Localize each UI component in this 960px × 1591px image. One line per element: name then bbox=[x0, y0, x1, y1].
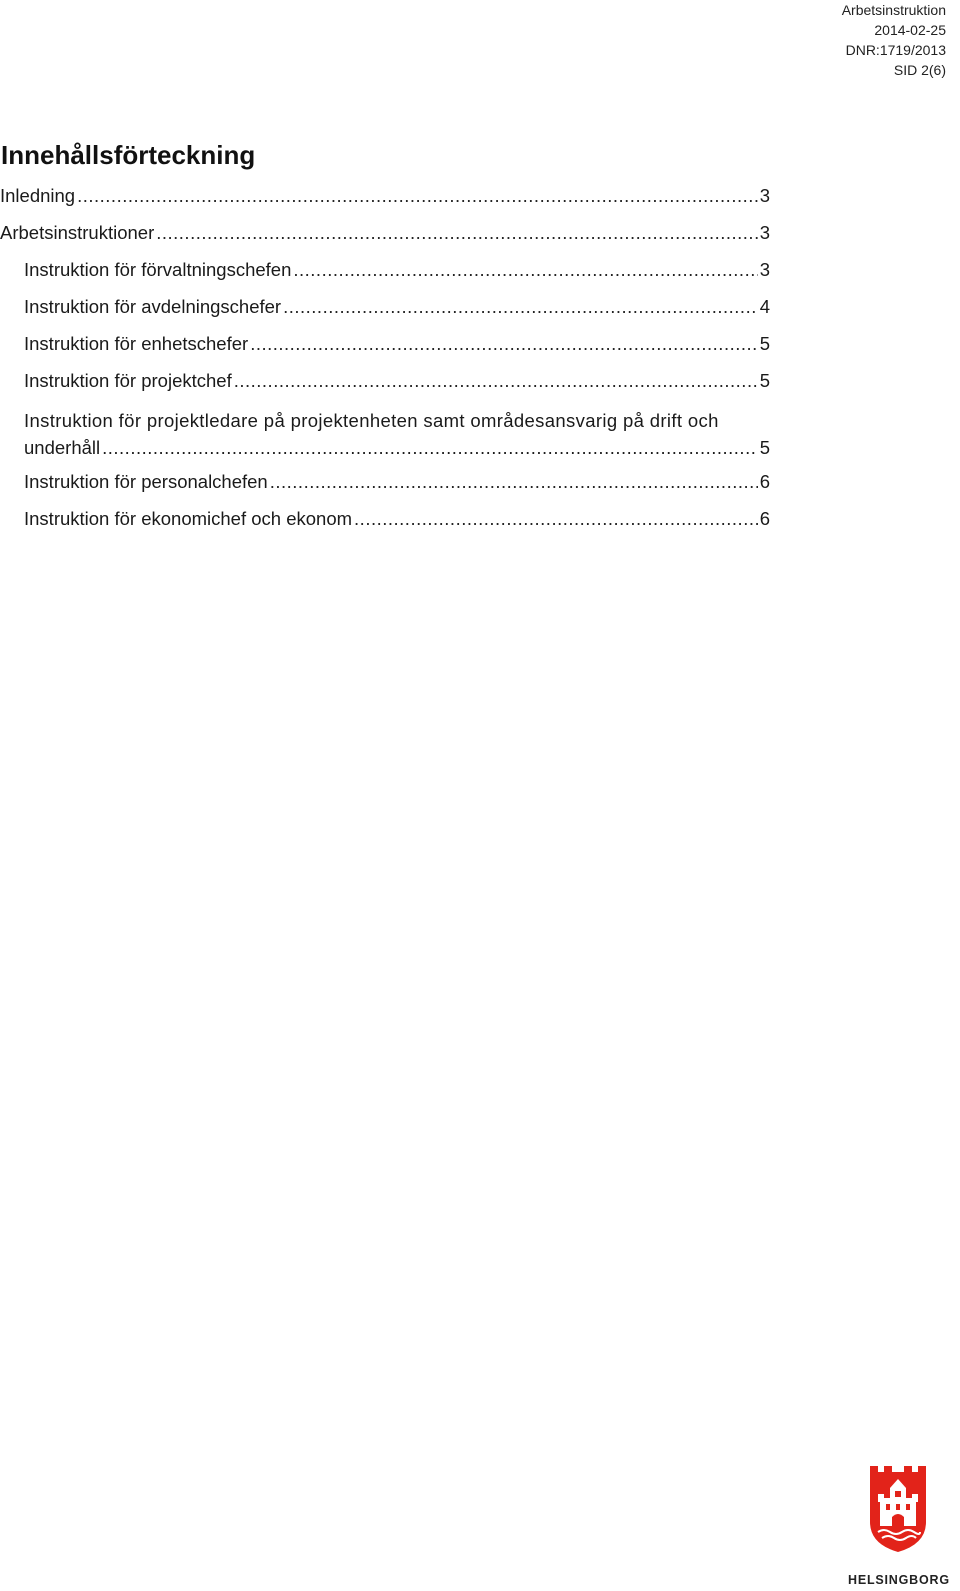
toc-leader bbox=[102, 434, 758, 461]
toc-entry-label-line2: underhåll bbox=[24, 437, 101, 458]
toc-entry-page: 6 bbox=[759, 471, 770, 492]
toc-entry-page: 5 bbox=[759, 437, 770, 458]
toc-entry-forvaltningschefen[interactable] bbox=[0, 259, 770, 296]
document-date: 2014-02-25 bbox=[874, 22, 946, 38]
toc-entry-page: 4 bbox=[759, 296, 770, 317]
toc-entry-label: Instruktion för projektchef bbox=[24, 370, 232, 391]
toc-entry-label: Arbetsinstruktioner bbox=[0, 222, 155, 243]
toc-entry-avdelningschefer[interactable] bbox=[0, 296, 770, 333]
toc-entry-page: 3 bbox=[759, 222, 770, 243]
toc-entry-arbetsinstruktioner[interactable] bbox=[0, 222, 770, 259]
toc-entry-label: Instruktion för enhetschefer bbox=[24, 333, 249, 354]
helsingborg-logo bbox=[848, 1462, 948, 1587]
table-of-contents bbox=[0, 185, 770, 545]
toc-entry-ekonomichef[interactable] bbox=[0, 508, 770, 545]
toc-entry-page: 5 bbox=[759, 370, 770, 391]
toc-leader bbox=[354, 508, 758, 530]
toc-leader bbox=[270, 471, 758, 493]
toc-leader bbox=[77, 185, 758, 207]
toc-entry-label: Instruktion för personalchefen bbox=[24, 471, 268, 492]
toc-leader bbox=[250, 333, 758, 355]
document-dnr: DNR:1719/2013 bbox=[845, 42, 946, 58]
document-type: Arbetsinstruktion bbox=[841, 2, 946, 18]
toc-leader bbox=[156, 222, 757, 244]
toc-leader bbox=[234, 370, 758, 392]
toc-entry-label: Instruktion för ekonomichef och ekonom bbox=[24, 508, 353, 529]
toc-entry-personalchefen[interactable] bbox=[0, 471, 770, 508]
toc-entry-projektledare[interactable] bbox=[0, 407, 770, 471]
document-header bbox=[686, 0, 946, 80]
toc-entry-label: Instruktion för förvaltningschefen bbox=[24, 259, 292, 280]
toc-leader bbox=[283, 296, 758, 318]
toc-entry-inledning[interactable] bbox=[0, 185, 770, 222]
toc-title: Innehållsförteckning bbox=[1, 140, 256, 170]
toc-entry-page: 3 bbox=[759, 259, 770, 280]
toc-entry-label: Instruktion för avdelningschefer bbox=[24, 296, 282, 317]
toc-entry-label-line1: Instruktion för projektledare på projektenheten samt områdesansvarig på drift och bbox=[24, 410, 719, 431]
toc-entry-page: 3 bbox=[759, 185, 770, 206]
city-crest-icon bbox=[868, 1462, 928, 1554]
toc-entry-page: 5 bbox=[759, 333, 770, 354]
toc-entry-page: 6 bbox=[759, 508, 770, 529]
toc-entry-enhetschefer[interactable] bbox=[0, 333, 770, 370]
toc-leader bbox=[293, 259, 757, 281]
toc-entry-label: Inledning bbox=[0, 185, 76, 206]
logo-text: HELSINGBORG bbox=[848, 1573, 950, 1587]
toc-entry-projektchef[interactable] bbox=[0, 370, 770, 407]
page-number: SID 2(6) bbox=[893, 62, 946, 78]
